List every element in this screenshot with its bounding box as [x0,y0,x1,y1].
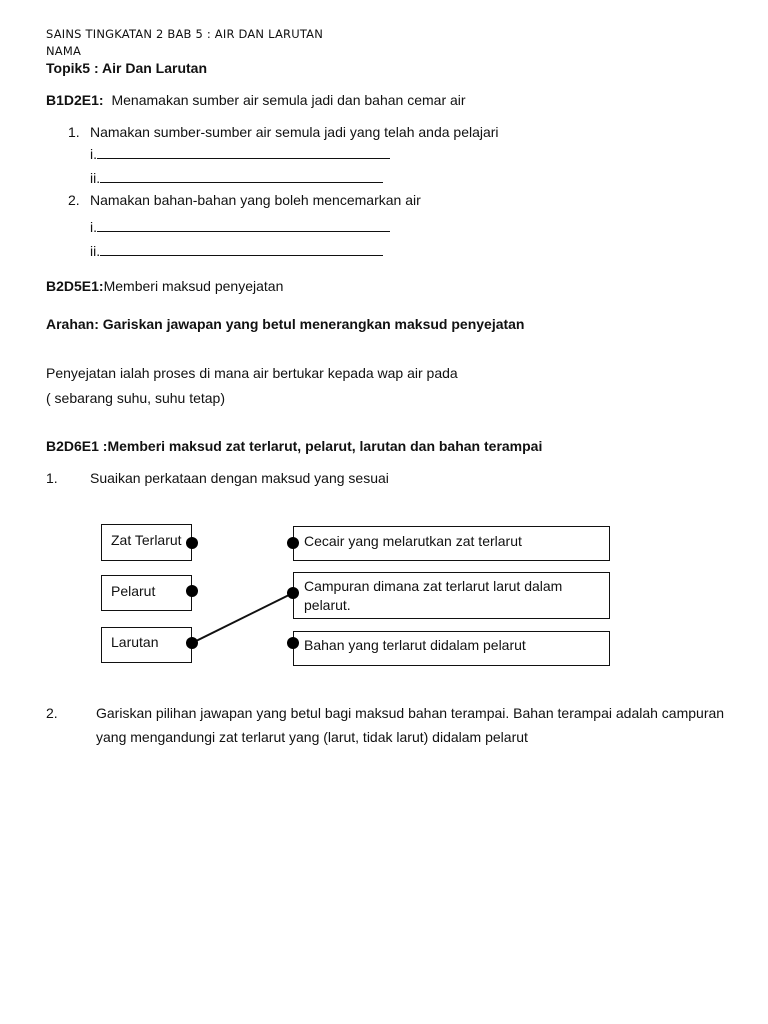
question-1-number: 1. [68,124,80,140]
evaporation-options: ( sebarang suhu, suhu tetap) [46,390,226,406]
topic-title: Topik5 : Air Dan Larutan [46,60,208,76]
answer-label: ii. [90,243,101,259]
term-label: Zat Terlarut [111,532,182,548]
question-2-text: Namakan bahan-bahan yang boleh mencemarkan air [90,192,421,208]
meaning-label: Cecair yang melarutkan zat terlarut [304,533,522,549]
name-label: NAMA [46,44,82,58]
section3-heading: B2D6E1 :Memberi maksud zat terlarut, pelarut, larutan dan bahan terampai [46,438,543,454]
answer-label: ii. [90,170,101,186]
matching-question-text: Suaikan perkataan dengan maksud yang sesuai [90,470,389,486]
question-2-number: 2. [68,192,80,208]
section1-desc: Menamakan sumber air semula jadi dan bahan cemar air [111,92,466,108]
question-1-text: Namakan sumber-sumber air semula jadi yang telah anda pelajari [90,124,499,140]
worksheet-header: SAINS TINGKATAN 2 BAB 5 : AIR DAN LARUTAN [46,27,324,41]
matching-question-number: 1. [46,470,58,486]
section2-instruction: Arahan: Gariskan jawapan yang betul menerangkan maksud penyejatan [46,316,525,332]
evaporation-statement: Penyejatan ialah proses di mana air bertukar kepada wap air pada [46,365,458,381]
meaning-label: Campuran dimana zat terlarut larut dalam pelarut. [304,578,563,613]
meaning-dot[interactable] [287,587,299,599]
section2-code: B2D5E1: [46,278,104,294]
meaning-dot[interactable] [287,637,299,649]
answer-label: i. [90,219,97,235]
suspension-question-line2: yang mengandungi zat terlarut yang (larut, tidak larut) didalam pelarut [96,729,528,745]
term-label: Larutan [111,634,159,650]
meaning-dot[interactable] [287,537,299,549]
section1-code: B1D2E1: [46,92,104,108]
answer-label: i. [90,146,97,162]
matching-connector-line [192,593,293,643]
term-dot[interactable] [186,637,198,649]
meaning-label: Bahan yang terlarut didalam pelarut [304,637,526,653]
section2-desc: Memberi maksud penyejatan [103,278,284,294]
term-dot[interactable] [186,537,198,549]
term-label: Pelarut [111,583,156,599]
suspension-question-line1: Gariskan pilihan jawapan yang betul bagi maksud bahan terampai. Bahan terampai adalah campuran [96,705,725,721]
term-dot[interactable] [186,585,198,597]
suspension-question-number: 2. [46,705,58,721]
